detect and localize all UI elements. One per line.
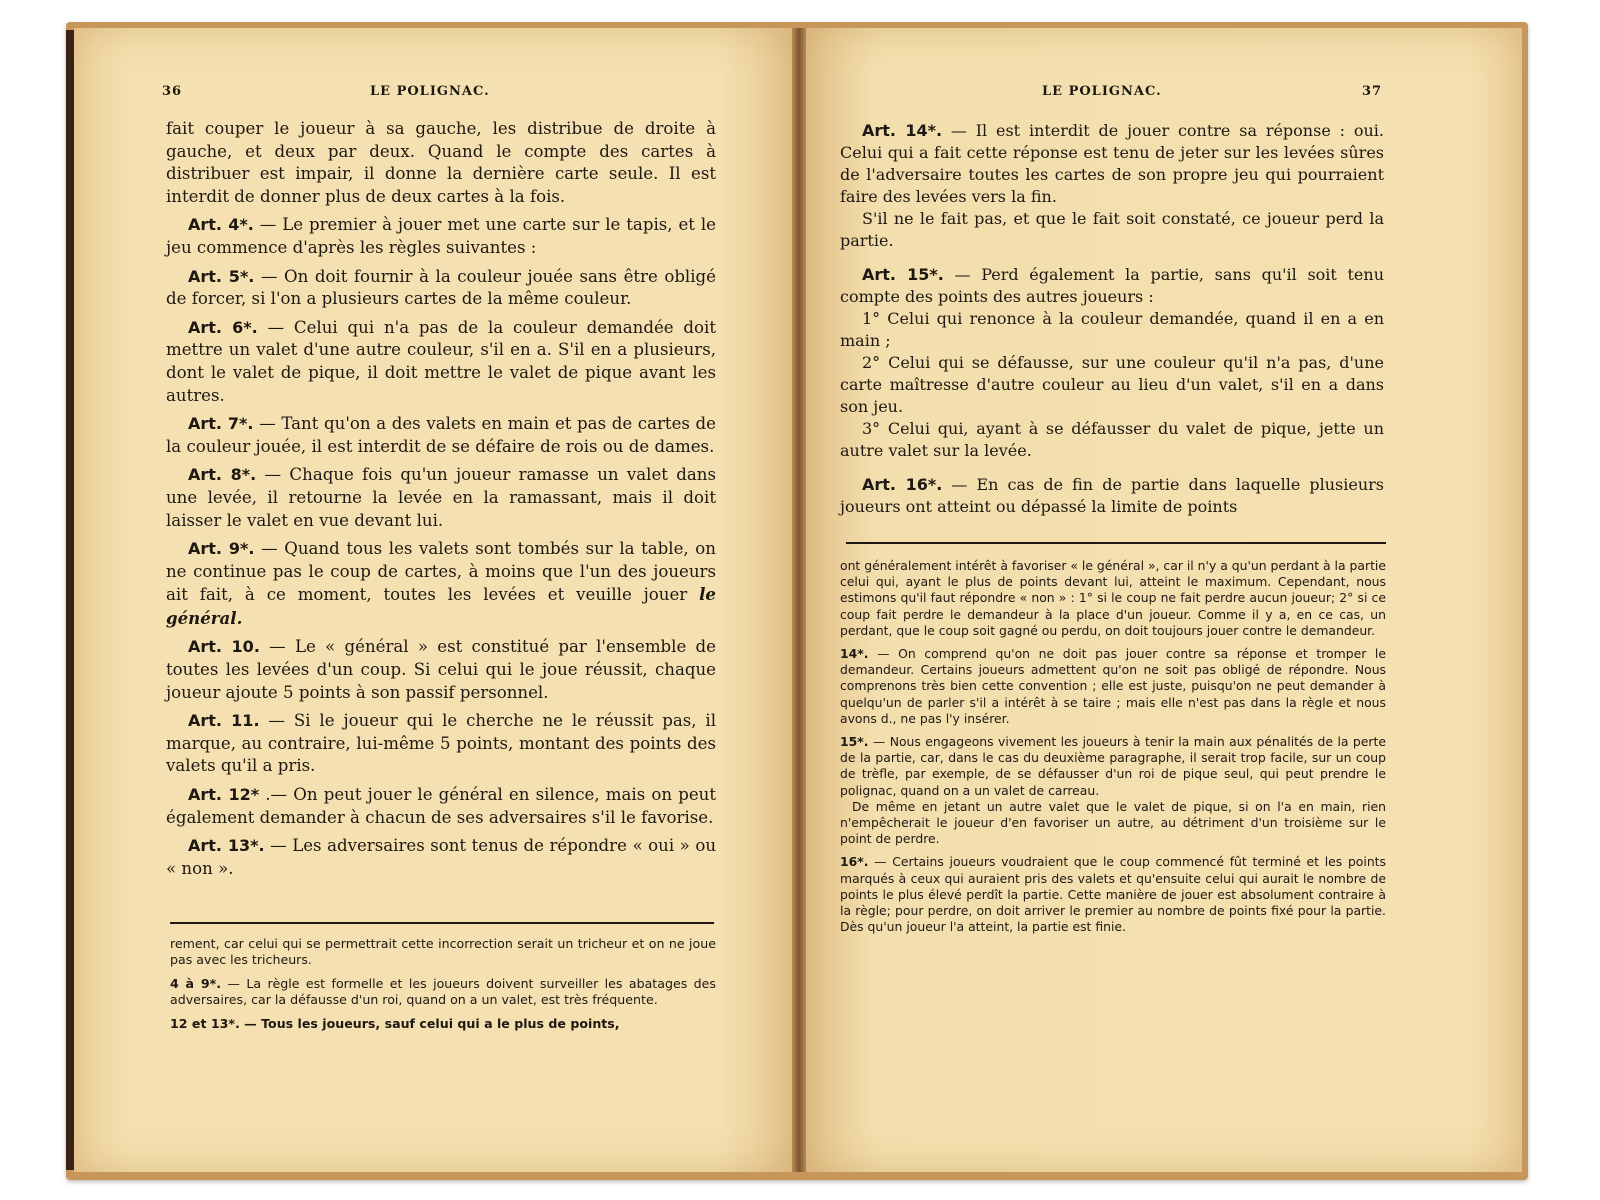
article-10: Art. 10. — Le « général » est constitué par l'ensemble de toutes les levées d'un coup. Si celui qui le joue réussit, chaque joueur ajoute 5 points à son passif personnel. xyxy=(166,637,717,702)
right-body xyxy=(840,120,1384,524)
article-4: Art. 4*. — Le premier à jouer met une carte sur le tapis, et le jeu commence d'après les règles suivantes : xyxy=(166,215,716,257)
footnote: 14*. — On comprend qu'on ne doit pas jouer contre sa réponse et tromper le demandeur. Certains joueurs admettent qu'on ne soit pas obligé de répondre. Nous comprenons très bien cette convention ; elle est juste, puisqu'on ne peut demander à quelqu'un de parler s'il a intérêt à se taire ; mais elle n'est pas dans la règle et nous avons d., ne pas l'y insérer. xyxy=(840,646,1386,726)
article-15-item: 1° Celui qui renonce à la couleur demandée, quand il en a en main ; xyxy=(840,309,1384,350)
article-15: Art. 15*. — Perd également la partie, sans qu'il soit tenu compte des points des autres joueurs : xyxy=(840,265,1385,306)
left-footnotes xyxy=(170,936,716,1039)
left-page-number: 36 xyxy=(162,84,183,99)
footnote: 16*. — Certains joueurs voudraient que le coup commencé fût terminé et les points marqués à ceux qui auraient pris des valets et qu'ensuite celui qui aurait le nombre de points le plus élevé perdît la partie. Cette manière de jouer est absolument contraire à la règle; pour perdre, on doit arriver le premier au nombre de points fixé pour la partie. Dès qu'un joueur l'a atteint, la partie est finie. xyxy=(840,854,1386,935)
article-14-continued: S'il ne le fait pas, et que le fait soit constaté, ce joueur perd la partie. xyxy=(840,209,1384,250)
cover-edge xyxy=(66,30,74,1170)
article-6: Art. 6*. — Celui qui n'a pas de la couleur demandée doit mettre un valet d'une autre couleur, s'il en a. S'il en a plusieurs, dont le valet de pique, il doit mettre le valet de pique avant les autres. xyxy=(166,317,716,405)
article-13: Art. 13*. — Les adversaires sont tenus de répondre « oui » ou « non ». xyxy=(166,836,717,878)
left-running-head: LE POLIGNAC. xyxy=(370,84,490,99)
right-page-number: 37 xyxy=(1362,84,1383,99)
right-page xyxy=(806,28,1522,1172)
article-15-item: 3° Celui qui, ayant à se défausser du valet de pique, jette un autre valet sur la levée. xyxy=(840,419,1384,460)
right-footnotes xyxy=(840,558,1386,942)
left-body xyxy=(166,118,716,886)
footnote-rule xyxy=(170,922,714,924)
article-12: Art. 12* .— On peut jouer le général en silence, mais on peut également demander à chacun de ses adversaires s'il le favorise. xyxy=(166,785,716,827)
article-14: Art. 14*. — Il est interdit de jouer contre sa réponse : oui. Celui qui a fait cette réponse est tenu de jeter sur les levées sûres de l'adversaire toutes les cartes de son propre jeu qui pourraient faire des levées vers la fin. xyxy=(840,121,1385,206)
left-page xyxy=(74,28,794,1172)
footnote-rule xyxy=(846,542,1386,544)
article-15-item: 2° Celui qui se défausse, sur une couleur qu'il n'a pas, d'une carte maîtresse d'autre couleur au lieu d'un valet, s'il en a dans son jeu. xyxy=(840,353,1384,416)
book-gutter xyxy=(792,28,806,1172)
footnote: 4 à 9*. — La règle est formelle et les joueurs doivent surveiller les abatages des adversaires, car la défausse d'un roi, quand on a un valet, est très fréquente. xyxy=(170,975,716,1008)
opening-paragraph: fait couper le joueur à sa gauche, les distribue de droite à gauche, et deux par deux. Quand le compte des cartes à distribuer est impair, il donne la dernière carte seule. Il est interdit de donner plus de deux cartes à la fois. xyxy=(166,119,716,206)
article-11: Art. 11. — Si le joueur qui le cherche ne le réussit pas, il marque, au contraire, lui-même 5 points, montant des points des valets qu'il a pris. xyxy=(166,711,717,776)
footnote: De même en jetant un autre valet que le valet de pique, si on l'a en main, rien n'empêcherait le joueur d'en favoriser un autre, au détriment d'un troisième sur le point de perdre. xyxy=(840,798,1386,847)
article-7: Art. 7*. — Tant qu'on a des valets en main et pas de cartes de la couleur jouée, il est interdit de se défaire de rois ou de dames. xyxy=(166,414,716,456)
article-16: Art. 16*. — En cas de fin de partie dans laquelle plusieurs joueurs ont atteint ou dépassé la limite de points xyxy=(840,475,1385,516)
footnote: 15*. — Nous engageons vivement les joueurs à tenir la main aux pénalités de la perte de la partie, car, dans le cas du deuxième paragraphe, il serait trop facile, sur un coup de trèfle, par exemple, de se défausser d'un roi de pique seul, qui peut prendre le polignac, quand on a un valet de carreau. xyxy=(840,734,1386,798)
article-8: Art. 8*. — Chaque fois qu'un joueur ramasse un valet dans une levée, il retourne la levée en la ramassant, mais il doit laisser le valet en vue devant lui. xyxy=(166,465,716,530)
footnote: rement, car celui qui se permettrait cette incorrection serait un tricheur et on ne joue pas avec les tricheurs. xyxy=(170,936,716,968)
article-5: Art. 5*. — On doit fournir à la couleur jouée sans être obligé de forcer, si l'on a plusieurs cartes de la même couleur. xyxy=(166,266,716,309)
right-running-head: LE POLIGNAC. xyxy=(1042,84,1162,99)
footnote: ont généralement intérêt à favoriser « le général », car il n'y a qu'un perdant à la partie celui qui, ayant le plus de points devant lui, atteint le maximum. Cependant, nous estimons qu'il faut répondre « non » : 1° si le coup ne fait perdre aucun joueur; 2° si ce coup fait perdre le demandeur à la place d'un joueur. Comme il y a, en ce cas, un perdant, que le coup soit gagné ou perdu, on doit toujours jouer contre le demandeur. xyxy=(840,558,1386,638)
footnote: 12 et 13*. — Tous les joueurs, sauf celui qui a le plus de points, xyxy=(170,1015,620,1031)
article-9: Art. 9*. — Quand tous les valets sont tombés sur la table, on ne continue pas le coup de cartes, à moins que l'un des joueurs ait fait, à ce moment, toutes les levées et veuille jouer le général. xyxy=(166,539,716,628)
